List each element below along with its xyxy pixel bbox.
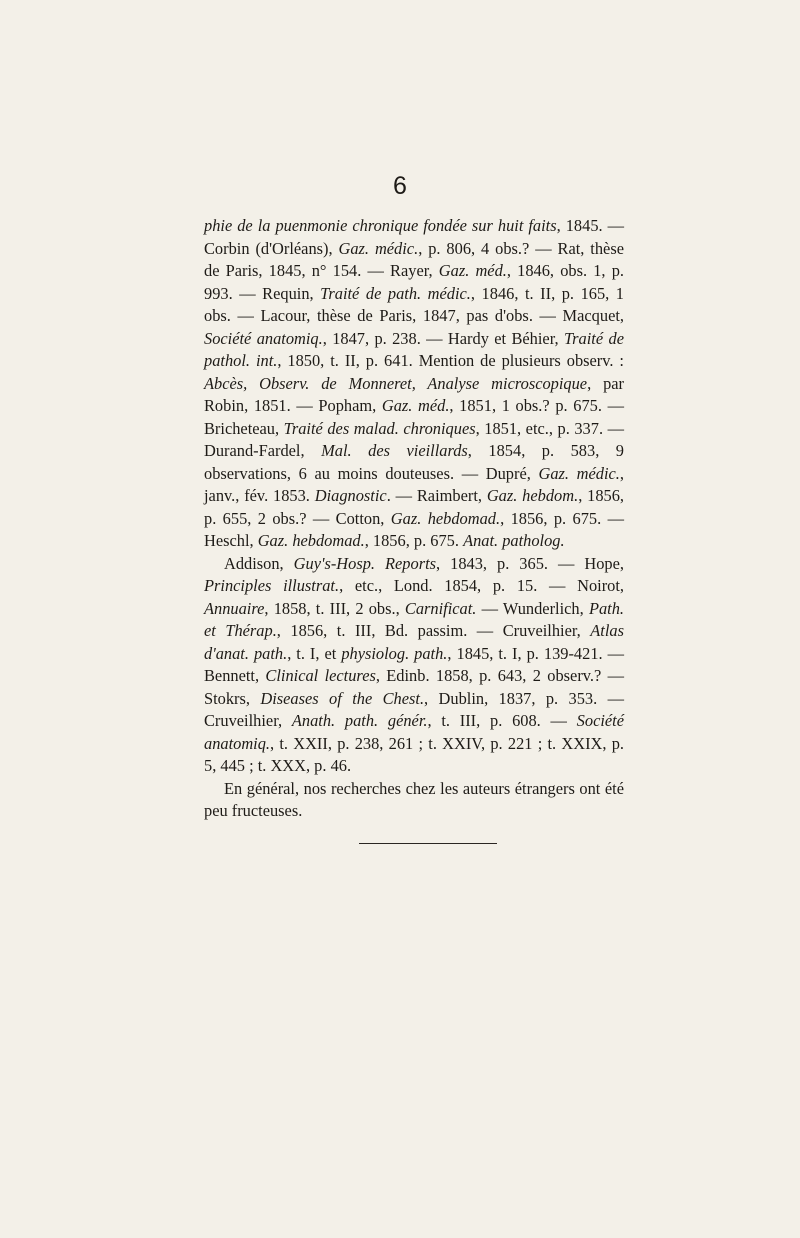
- citation-title: Gaz. hebdom.: [486, 486, 579, 505]
- text-run: , 1856, p. 675. — Heschl,: [204, 508, 625, 550]
- citation-title: Gaz. méd.: [381, 396, 450, 415]
- text-run: , 1846, obs. 1, p. 993. — Requin,: [204, 261, 624, 303]
- text-run: , t. XXII, p. 238, 261 ; t. XXIV, p. 221 ; t. XXIX, p. 5, 445 ; t. XXX, p. 46.: [204, 733, 624, 775]
- text-run: . — Raimbert,: [386, 486, 487, 505]
- citation-title: Path. et Thérap.: [204, 598, 624, 640]
- citation-title: Mal. des vieillards: [321, 441, 468, 460]
- text-run: , t. III, p. 608. —: [427, 711, 577, 730]
- citation-title: Guy's-Hosp. Reports: [293, 553, 437, 573]
- citation-title: Gaz. hebdomad.: [257, 531, 365, 550]
- citation-title: Diseases of the Chest.: [260, 688, 425, 708]
- citation-title: Traité des malad. chroniques: [283, 418, 476, 438]
- text-run: , Dublin, 1837, p. 353. — Cruveilhier,: [204, 688, 624, 730]
- text-run: , 1854, p. 583, 9 observations, 6 au moins douteuses. — Dupré,: [204, 441, 624, 483]
- paragraph-conclusion: [204, 778, 624, 823]
- text-run: , 1851, 1 obs.? p. 675. — Bricheteau,: [204, 396, 624, 438]
- paragraph-bibliography-french: [204, 215, 624, 553]
- citation-title: Traité de pathol. int.: [204, 328, 624, 370]
- citation-title: Traité de path. médic.: [320, 283, 471, 303]
- text-run: , 1856, t. III, Bd. passim. — Cruveilhier,: [276, 621, 591, 640]
- text-run: , 1856, p. 675.: [364, 531, 464, 550]
- text-run: , 1856, p. 655, 2 obs.? — Cotton,: [204, 486, 625, 528]
- text-run: , 1847, p. 238. — Hardy et Béhier,: [322, 328, 564, 348]
- citation-title: Gaz. méd.: [438, 261, 507, 280]
- text-run: , Edinb. 1858, p. 643, 2 observ.? — Stokrs,: [204, 666, 625, 708]
- page-number: 6: [393, 172, 407, 200]
- citation-title: physiolog. path.: [341, 643, 448, 663]
- text-run: , 1846, t. II, p. 165, 1 obs. — Lacour, thèse de Paris, 1847, pas d'obs. — Macquet,: [204, 283, 624, 325]
- citation-title: Anath. path. génér.: [291, 711, 428, 730]
- text-run: , 1843, p. 365. — Hope,: [436, 553, 624, 573]
- text-run: , etc., Lond. 1854, p. 15. — Noirot,: [339, 576, 625, 595]
- text-run: , 1858, t. III, 2 obs.,: [264, 598, 405, 618]
- citation-title: Atlas d'anat. path.: [204, 621, 624, 663]
- separator-rule: [359, 843, 497, 844]
- citation-title: Gaz. hebdomad.: [390, 508, 501, 528]
- citation-title: Diagnostic: [314, 486, 387, 505]
- text-run: , 1845. — Corbin (d'Orléans),: [204, 216, 624, 258]
- citation-title: Anat. patholog.: [463, 531, 565, 550]
- citation-title: Société anatomiq.: [204, 711, 624, 753]
- citation-title: Principles illustrat.: [204, 576, 340, 595]
- citation-title: Carnificat.: [404, 598, 477, 618]
- text-run: — Wunderlich,: [476, 598, 589, 618]
- text-run: , p. 806, 4 obs.? — Rat, thèse de Paris, 1845, n° 154. — Rayer,: [204, 238, 624, 280]
- citation-title: Annuaire: [204, 598, 265, 618]
- citation-title: Abcès, Observ. de Monneret, Analyse microscopique: [204, 373, 588, 393]
- citation-title: Clinical lectures: [265, 666, 376, 685]
- citation-title: Société anatomiq.: [204, 328, 323, 348]
- text-run: , janv., fév. 1853.: [204, 463, 624, 505]
- text-run: Addison,: [224, 553, 294, 573]
- text-run: , 1845, t. I, p. 139-421. — Bennett,: [204, 643, 625, 685]
- text-run: En général, nos recherches chez les auteurs étrangers ont été peu fructeuses.: [204, 778, 624, 820]
- text-run: , 1850, t. II, p. 641. Mention de plusieurs observ. :: [277, 351, 624, 370]
- citation-title: Gaz. médic.: [538, 463, 620, 483]
- text-run: , par Robin, 1851. — Popham,: [204, 373, 624, 415]
- citation-title: Gaz. médic.: [338, 238, 419, 258]
- paragraph-bibliography-foreign: [204, 553, 624, 778]
- body-text: [204, 215, 624, 823]
- text-run: , 1851, etc., p. 337. — Durand-Fardel,: [204, 418, 624, 460]
- citation-title: phie de la puenmonie chronique fondée sur huit faits: [204, 216, 557, 235]
- text-run: , t. I, et: [287, 643, 342, 663]
